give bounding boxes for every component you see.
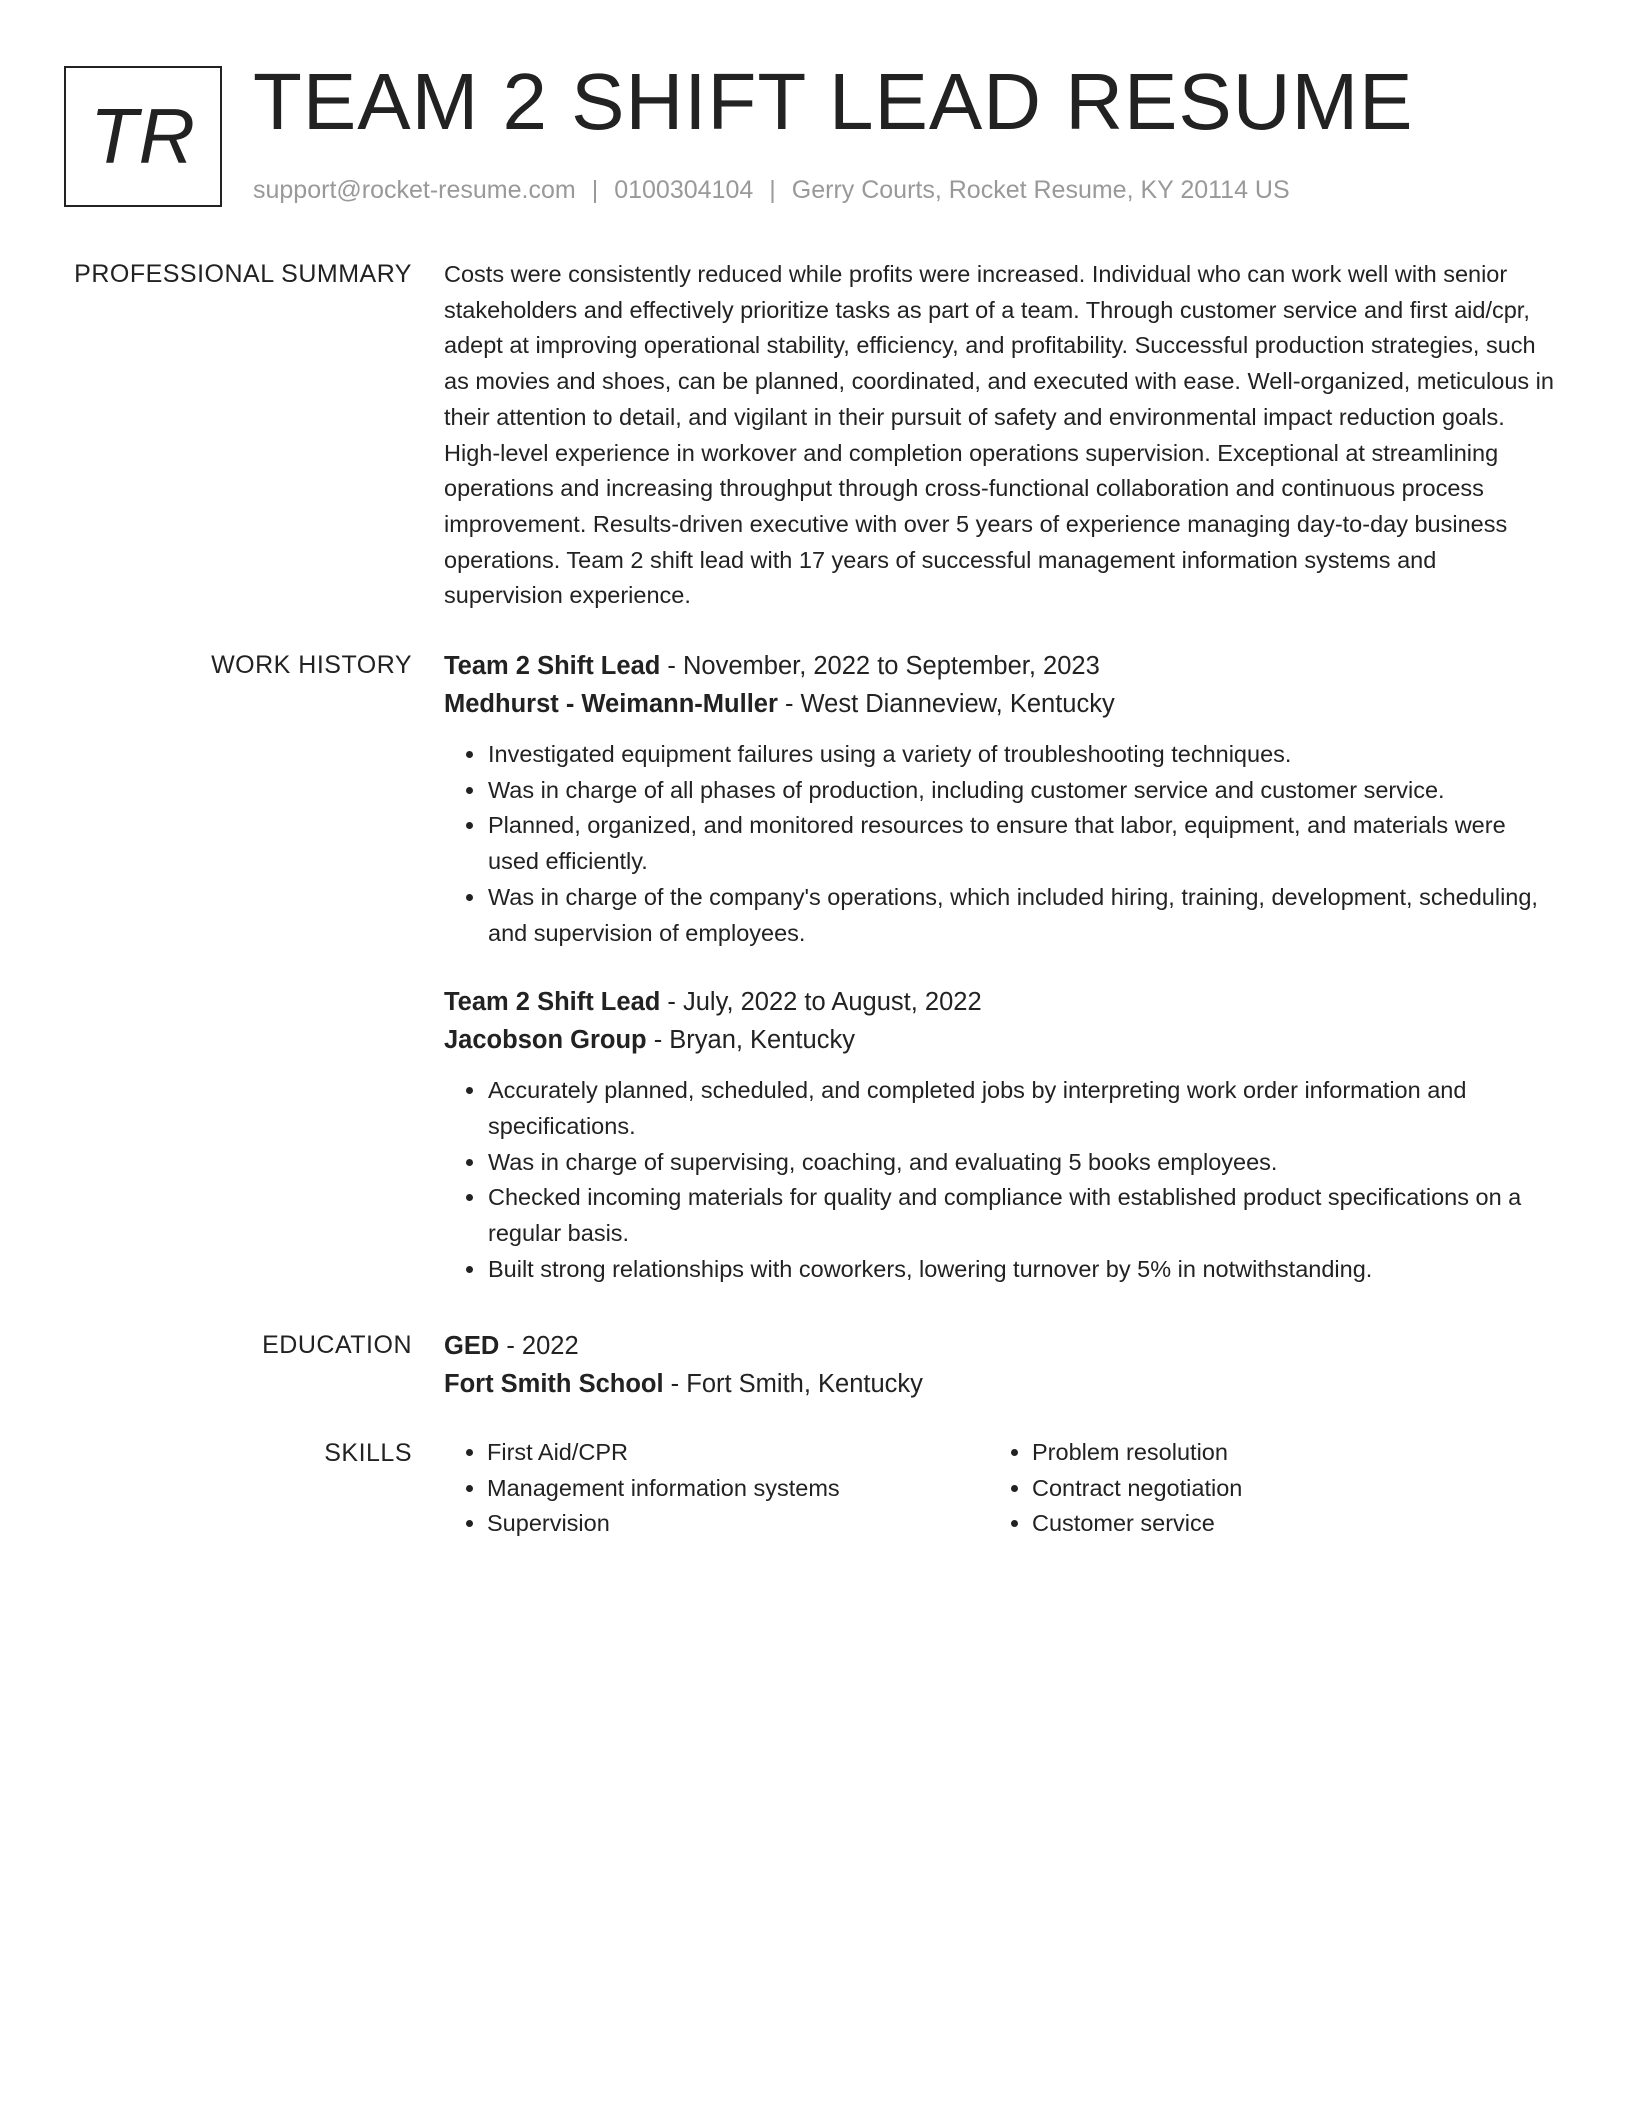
job-company-line	[444, 685, 1554, 723]
job-entry	[444, 983, 1554, 1287]
job-duty-item: • Investigated equipment failures using a variety of troubleshooting techniques.	[487, 737, 1554, 773]
page-title: TEAM 2 SHIFT LEAD RESUME	[253, 57, 1414, 146]
job-title-line	[444, 647, 1554, 685]
education-year: - 2022	[499, 1332, 579, 1360]
skills-heading: SKILLS	[324, 1439, 412, 1467]
contact-email[interactable]: support@rocket-resume.com	[253, 176, 576, 204]
summary-heading: PROFESSIONAL SUMMARY	[74, 260, 412, 288]
job-title-line	[444, 983, 1554, 1021]
job-title: Team 2 Shift Lead	[444, 652, 661, 680]
education-degree-line	[444, 1327, 1554, 1365]
skills-section	[444, 1435, 1554, 1542]
skill-item: • Supervision	[487, 1506, 989, 1542]
education-school-line	[444, 1365, 1554, 1403]
job-entry	[444, 647, 1554, 951]
contact-address: Gerry Courts, Rocket Resume, KY 20114 US	[791, 176, 1290, 204]
education-heading: EDUCATION	[262, 1331, 412, 1359]
job-duties-list	[444, 1073, 1554, 1287]
skill-item: • Management information systems	[487, 1471, 989, 1507]
job-company: Jacobson Group	[444, 1026, 647, 1055]
job-dates: - November, 2022 to September, 2023	[660, 652, 1100, 680]
job-title: Team 2 Shift Lead	[444, 988, 661, 1017]
monogram-text: TR	[90, 92, 196, 180]
job-company: Medhurst - Weimann-Muller	[444, 690, 778, 718]
contact-separator: |	[591, 176, 599, 204]
summary-section	[444, 257, 1554, 614]
job-duty-item: • Built strong relationships with coworkers, lowering turnover by 5% in notwithstanding.	[487, 1252, 1554, 1288]
contact-phone[interactable]: 0100304104	[614, 176, 754, 204]
job-company-line	[444, 1021, 1554, 1059]
skill-item: • Customer service	[1032, 1506, 1534, 1542]
contact-line	[253, 173, 1290, 207]
skills-list-left	[444, 1435, 989, 1542]
job-location: - Bryan, Kentucky	[646, 1026, 855, 1055]
job-duty-item: • Was in charge of the company's operations, which included hiring, training, development, scheduling, and supervision of employees.	[487, 880, 1554, 951]
job-duties-list	[444, 737, 1554, 951]
education-location: - Fort Smith, Kentucky	[663, 1370, 923, 1398]
job-duty-item: • Accurately planned, scheduled, and completed jobs by interpreting work order information and specifications.	[487, 1073, 1554, 1144]
job-duty-item: • Was in charge of all phases of production, including customer service and customer service.	[487, 773, 1554, 809]
summary-text: Costs were consistently reduced while profits were increased. Individual who can work well with senior stakeholders and effectively prioritize tasks as part of a team. Through customer service and first aid/cpr, adept at improving operational stability, efficiency, and profitability. Successful production strategies, such as movies and shoes, can be planned, coordinated, and executed with ease. Well-organized, meticulous in their attention to detail, and vigilant in their pursuit of safety and environmental impact reduction goals. High-level experience in workover and completion operations supervision. Exceptional at streamlining operations and increasing throughput through cross-functional collaboration and continuous process improvement. Results-driven executive with over 5 years of experience managing day-to-day business operations. Team 2 shift lead with 17 years of successful management information systems and supervision experience.	[444, 261, 1554, 609]
education-degree: GED	[444, 1332, 500, 1360]
work-history-heading: WORK HISTORY	[211, 651, 412, 679]
skills-list-right	[989, 1435, 1534, 1542]
skill-item: • Contract negotiation	[1032, 1471, 1534, 1507]
job-duty-item: • Planned, organized, and monitored resources to ensure that labor, equipment, and materials were used efficiently.	[487, 808, 1554, 879]
work-history-section	[444, 647, 1554, 1319]
job-duty-item: • Was in charge of supervising, coaching, and evaluating 5 books employees.	[487, 1145, 1554, 1181]
skill-item: • Problem resolution	[1032, 1435, 1534, 1471]
job-location: - West Dianneview, Kentucky	[777, 690, 1115, 718]
education-school: Fort Smith School	[444, 1370, 664, 1398]
monogram-logo	[64, 66, 222, 207]
job-dates: - July, 2022 to August, 2022	[660, 988, 982, 1017]
skill-item: • First Aid/CPR	[487, 1435, 989, 1471]
contact-separator: |	[769, 176, 776, 204]
education-section	[444, 1327, 1554, 1403]
job-duty-item: • Checked incoming materials for quality and compliance with established product specifications on a regular basis.	[487, 1180, 1554, 1251]
